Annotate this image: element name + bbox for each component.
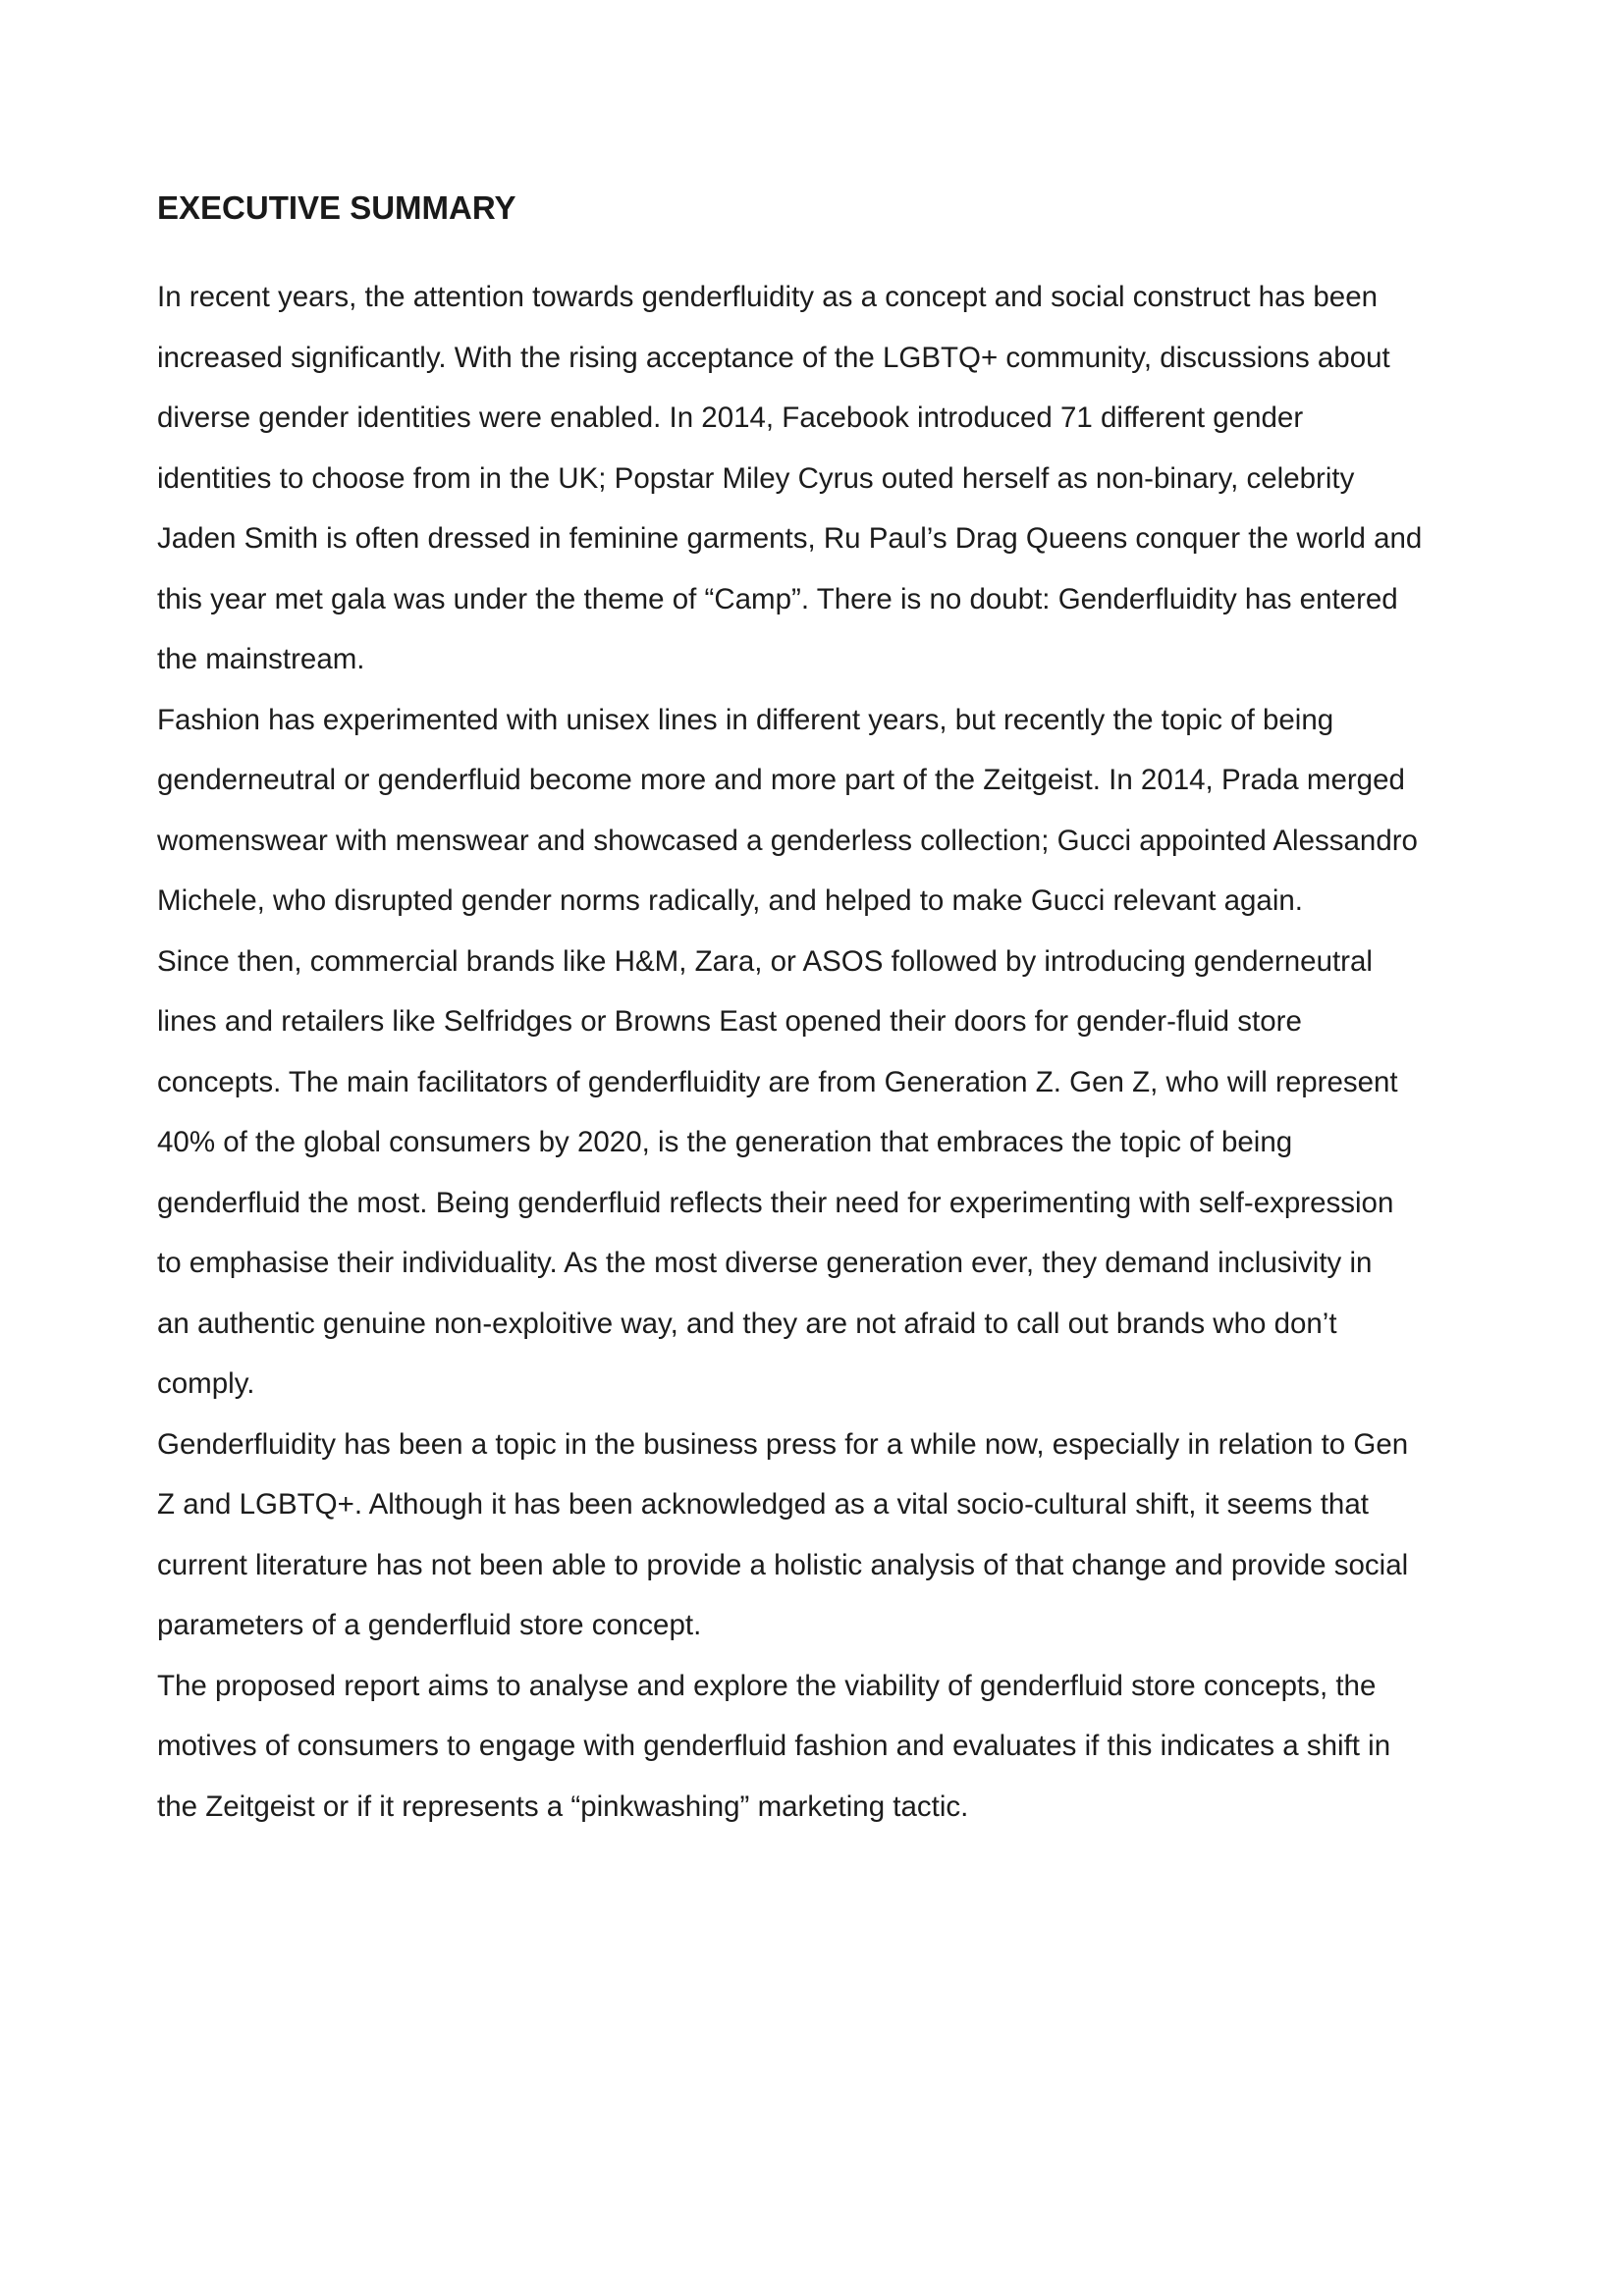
text-line: diverse gender identities were enabled. In 2014, Facebook introduced 71 different gender [157, 401, 1304, 434]
section-heading: EXECUTIVE SUMMARY [157, 189, 516, 226]
text-line: motives of consumers to engage with genderfluid fashion and evaluates if this indicates a shift in [157, 1730, 1391, 1762]
text-line: genderneutral or genderfluid become more and more part of the Zeitgeist. In 2014, Prada merged [157, 764, 1405, 796]
text-line: Fashion has experimented with unisex lines in different years, but recently the topic of being [157, 703, 1334, 736]
text-line: the mainstream. [157, 643, 365, 675]
text-line: to emphasise their individuality. As the most diverse generation ever, they demand inclusivity in [157, 1247, 1373, 1279]
text-line: Since then, commercial brands like H&M, Zara, or ASOS followed by introducing genderneutral [157, 944, 1373, 978]
text-line: the Zeitgeist or if it represents a “pinkwashing” marketing tactic. [157, 1789, 969, 1823]
text-line: identities to choose from in the UK; Popstar Miley Cyrus outed herself as non-binary, celebrity [157, 461, 1355, 495]
text-line: The proposed report aims to analyse and explore the viability of genderfluid store concepts, the [157, 1669, 1377, 1702]
text-line: Michele, who disrupted gender norms radically, and helped to make Gucci relevant again. [157, 884, 1303, 917]
text-line: genderfluid the most. Being genderfluid reflects their need for experimenting with self-expression [157, 1186, 1394, 1219]
text-line: concepts. The main facilitators of genderfluidity are from Generation Z. Gen Z, who will represent [157, 1065, 1398, 1098]
text-line: 40% of the global consumers by 2020, is the generation that embraces the topic of being [157, 1126, 1293, 1158]
text-line: current literature has not been able to provide a holistic analysis of that change and provide social [157, 1548, 1409, 1581]
text-line: increased significantly. With the rising acceptance of the LGBTQ+ community, discussions about [157, 341, 1390, 374]
text-line: In recent years, the attention towards genderfluidity as a concept and social construct has been [157, 281, 1379, 313]
text-line: Jaden Smith is often dressed in feminine garments, Ru Paul’s Drag Queens conquer the world and [157, 522, 1423, 555]
text-line: lines and retailers like Selfridges or Browns East opened their doors for gender-fluid store [157, 1005, 1302, 1038]
text-line: Genderfluidity has been a topic in the business press for a while now, especially in relation to Gen [157, 1427, 1409, 1461]
text-line: an authentic genuine non-exploitive way, and they are not afraid to call out brands who don’t [157, 1307, 1337, 1340]
text-line: womenswear with menswear and showcased a genderless collection; Gucci appointed Alessandro [157, 824, 1418, 857]
text-line: this year met gala was under the theme of “Camp”. There is no doubt: Genderfluidity has entered [157, 582, 1398, 615]
text-line: parameters of a genderfluid store concept. [157, 1609, 702, 1641]
summary-body [157, 267, 1483, 1837]
text-line: comply. [157, 1367, 255, 1400]
text-line: Z and LGBTQ+. Although it has been acknowledged as a vital socio-cultural shift, it seems that [157, 1488, 1369, 1521]
